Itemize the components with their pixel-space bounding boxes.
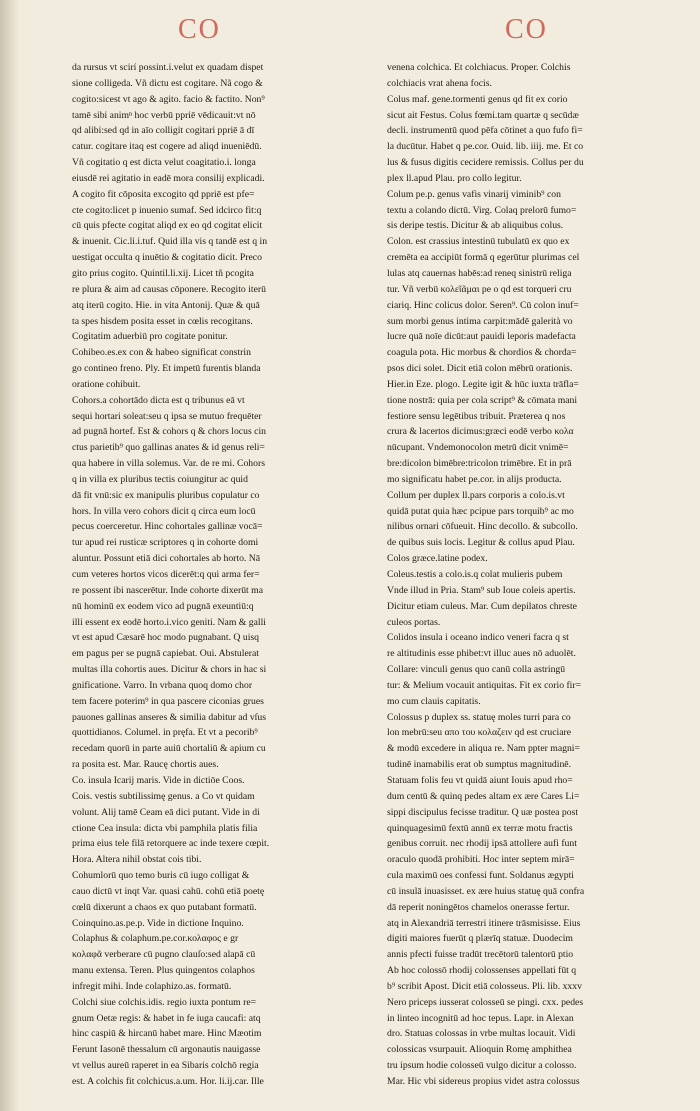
text-line: sis deripe testis. Dicitur & ab aliquibus colus.: [387, 220, 564, 232]
left-column: [72, 60, 368, 1100]
text-line: Co. insula Icarij maris. Vide in dictiōe Coos.: [72, 774, 245, 786]
text-line: cauo dictū vt inqt Var. quasi cahū. cohū etiā poetę: [72, 885, 265, 897]
text-line: Colum pe.p. genus vafis vinarij viminib⁹ con: [387, 188, 561, 200]
text-line: uestigat occulta q inuētio & cogitatio dicit. Preco: [72, 252, 262, 264]
text-line: cœlū dixerunt a chaos ex quo putabant formatū.: [72, 901, 257, 913]
text-line: vt est apud Cæsarē hoc modo pugnabant. Q uisq: [72, 632, 259, 644]
text-line: annis pfecti fuisse tradūt trecētorū talentorū ptio: [387, 949, 574, 961]
text-line: cogito:sicest vt ago & agito. facio & factito. Non⁹: [72, 93, 265, 105]
text-line: Cogitatim aduerbiū pro cogitate ponitur.: [72, 331, 228, 343]
text-line: tur. Vñ verbū κολεῖᾶμαι pe o qd est torqueri cru: [387, 283, 572, 295]
text-line: ctus parietib⁹ quo gallinas anates & id genus reli=: [72, 442, 265, 454]
text-line: ad pugnā hortef. Est & cohors q & chors locus cin: [72, 426, 266, 438]
running-head-right: CO: [505, 14, 548, 45]
text-line: q in villa ex pluribus tectis coiungitur ac quid: [72, 473, 248, 485]
text-line: hors. In villa vero cohors dicit q circa eum locū: [72, 505, 256, 517]
text-line: ra posita est. Mar. Raucę chortis aues.: [72, 759, 219, 771]
text-line: Colossus p duplex ss. statuę moles turri para co: [387, 711, 571, 723]
text-line: la ducūtur. Habet q pe.cor. Ouid. lib. iiij. me. Et co: [387, 141, 584, 153]
text-line: catur. cogitare itaq est cogere ad aliqd inueniēdū.: [72, 141, 262, 153]
text-line: illi essent ex eodē horto.i.vico geniti. Nam & galli: [72, 616, 266, 628]
text-line: nilibus ornari cōfueuit. Hinc decollo. & subcollo.: [387, 521, 578, 533]
text-line: gito prius cogito. Quintil.li.xij. Licet tñ pcogita: [72, 267, 254, 279]
text-line: Cois. vestis subtilissimę genus. a Co vt quidam: [72, 790, 255, 802]
text-line: Colus maf. gene.tormenti genus qd fit ex corio: [387, 93, 568, 105]
text-line: lon mebrū:seu απο του κολαζειν qd est cruciare: [387, 727, 572, 739]
text-line: b⁹ scribit Apost. Dicit etiā colosseus. Pli. lib. xxxv: [387, 980, 582, 992]
text-line: in linteo incognitū ad hoc tepus. Lapr. in Alexan: [387, 1012, 574, 1024]
text-line: Colos græce.latine podex.: [387, 553, 488, 565]
text-line: eiusdē rei agitatio in eadē mora consilij explicadi.: [72, 172, 265, 184]
text-line: atq in Alexandriā terrestri itinere trāsmisisse. Eius: [387, 917, 581, 929]
text-line: Collum per duplex ll.pars corporis a colo.is.vt: [387, 489, 565, 501]
text-line: Vñ cogitatio q est dicta velut coagitatio.i. longa: [72, 157, 256, 169]
text-line: Ab hoc colossō rhodij colossenses appellati fūt q: [387, 965, 577, 977]
text-line: tudinē inamabilis erat ob sumptus magnitudinē.: [387, 759, 572, 771]
text-line: Statuam folis feu vt quidā aiunt Iouis apud rho=: [387, 774, 573, 786]
text-line: colchiacis vrat ahena focis.: [387, 77, 492, 89]
text-line: infregit mihi. Inde colaphizo.as. formatū.: [72, 980, 232, 992]
text-line: manu extensa. Teren. Plus quingentos colaphos: [72, 965, 255, 977]
text-line: quottidianos. Columel. in pręfa. Et vt a pecorib⁹: [72, 727, 258, 739]
text-line: Cohors.a cohortādo dicta est q tribunus eā vt: [72, 394, 245, 406]
text-line: A cogito fit cōposita excogito qd ppriē est pfe=: [72, 188, 255, 200]
text-line: cū insulā inuasisset. ex ære huius statuę quā confra: [387, 885, 585, 897]
text-line: Collare: vinculi genus quo canū colla astringū: [387, 664, 566, 676]
text-line: Hier.in Eze. plogo. Legite igit & hūc iuxta trāfla=: [387, 378, 579, 390]
text-line: nū hominū ex eodem vico ad pugnā exeuntiū:q: [72, 600, 254, 612]
text-line: gnificatione. Varro. In vrbana quoq domo chor: [72, 679, 253, 691]
text-line: Cohumlorū quo temo buris cū iugo colligat &: [72, 870, 250, 882]
text-line: oraculo quodā prohibiti. Hoc inter septem mirā=: [387, 854, 575, 866]
text-line: dā reperit noningētos chamelos onerasse fertur.: [387, 901, 570, 913]
text-line: crura & lacertos dicimus:græci eodē verbo κολα: [387, 426, 574, 438]
text-line: lus & fusus digitis cecidere remissis. Collus per du: [387, 157, 584, 169]
text-line: tur: & Melium vocauit antiquitas. Fit ex corio fir=: [387, 679, 582, 691]
text-line: sippi discipulus fecisse traditur. Q uæ postea post: [387, 806, 579, 818]
text-line: sicut ait Festus. Colus fœmi.tam quartæ q secūdæ: [387, 109, 579, 121]
text-line: pauones gallinas anseres & similia dabitur ad vſus: [72, 711, 266, 723]
text-line: Hora. Altera nihil obstat cois tibi.: [72, 854, 202, 866]
text-line: dro. Statuas colossas in vrbe multas locauit. Vidi: [387, 1028, 576, 1040]
text-line: qua habere in villa solemus. Var. de re mi. Cohors: [72, 458, 265, 470]
text-line: quidā putat quia hæc pcipue pars torquib⁹ ac mo: [387, 505, 574, 517]
text-line: plex ll.apud Plau. pro collo legitur.: [387, 172, 522, 184]
text-line: cum veteres hortos vicos dicerēt:q qui arma fer=: [72, 569, 260, 580]
gutter-shadow: [0, 0, 18, 1111]
text-line: Coinquino.as.pe.p. Vide in dictione Inquino.: [72, 917, 244, 929]
text-line: oratione cohibuit.: [72, 378, 141, 390]
text-line: est. A colchis fit colchicus.a.um. Hor. li.ij.car. Ille: [72, 1076, 264, 1087]
text-line: & inuenit. Cic.li.i.tuf. Quid illa vis q tandē est q in: [72, 236, 268, 248]
text-line: Nero priceps iusserat colosseū se pingi. cxx. pedes: [387, 996, 584, 1008]
text-line: atq iterū cogito. Hie. in vita Antonij. Quæ & quā: [72, 299, 260, 311]
text-line: genibus corruit. nec rhodij ipsā attollere aufi funt: [387, 838, 577, 850]
text-line: cte cogito:licet p inuenio sumaf. Sed idcirco fit:q: [72, 204, 262, 216]
text-line: nūcupant. Vndemonocolon metrū dicit vnimē=: [387, 442, 569, 454]
text-line: culeos portas.: [387, 616, 441, 628]
text-line: ciariq. Hinc colicus dolor. Seren⁹. Cū colon inuf=: [387, 299, 579, 311]
text-line: lulas atq cauernas habēs:ad reneq sinistrū religa: [387, 267, 572, 279]
text-line: de quibus suis locis. Legitur & collus apud Plau.: [387, 537, 575, 549]
text-line: da rursus vt scirí possint.i.velut ex quadam dispet: [72, 62, 264, 73]
text-line: psos dici solet. Dicit etiā colon mēbrū orationis.: [387, 363, 573, 375]
text-line: vt vellus aureū raperet in ea Sibaris colchō regia: [72, 1060, 259, 1072]
text-line: textu a colando dictū. Virg. Colaq prelorū fumo=: [387, 204, 577, 216]
text-line: em pagus per se pugnā capiebat. Oui. Abstulerat: [72, 648, 259, 660]
text-line: Dicitur etiam culeus. Mar. Cum depilatos chreste: [387, 600, 577, 612]
text-line: tem facere poterim⁹ in qua pascere ciconias grues: [72, 695, 264, 707]
text-line: mo cum clauis capitatis.: [387, 695, 481, 707]
text-line: Coleus.testis a colo.is.q colat mulieris pubem: [387, 569, 563, 580]
text-line: tione nostrā: quia per cola script⁹ & cōmata mani: [387, 394, 578, 406]
text-line: re possent ibi nascerētur. Inde cohorte dixerūt ma: [72, 584, 263, 596]
text-line: quinquagesimū fextū annū ex terræ motu fractis: [387, 822, 573, 834]
text-line: festiore sensu legētibus tribuit. Præterea q nos: [387, 410, 566, 422]
text-line: sequi hortari soleat:seu q ipsa se mutuo frequēter: [72, 410, 262, 422]
text-line: digiti maiores fuerūt q plærīq statuæ. Duodecim: [387, 933, 573, 945]
text-line: venena colchica. Et colchiacus. Proper. Colchis: [387, 62, 571, 73]
text-line: Vnde illud in Pria. Stam⁹ sub Ioue coleis apertis.: [387, 584, 576, 596]
text-line: bre:dicolon bimēbre:tricolon trimēbre. Et in prā: [387, 458, 572, 470]
text-line: cū quis pfecte cogitat aliqd ex eo qd cogitat elicit: [72, 220, 263, 232]
text-line: multas illa cohortis aues. Dicitur & chors in hac si: [72, 664, 267, 676]
text-line: cula maximū oes confessi funt. Soldanus ægypti: [387, 870, 574, 882]
running-head-left: CO: [178, 14, 221, 45]
right-column: [387, 60, 685, 1100]
text-line: colossicas vsurpauit. Alioquin Romę amphithea: [387, 1044, 572, 1056]
text-line: re altitudinis esse phibet:vt illuc aues nō aduolēt.: [387, 648, 576, 660]
text-line: ctione Cea insula: dicta vbi pamphila platis filia: [72, 822, 258, 834]
text-line: Colidos insula i oceano indico veneri facra q st: [387, 632, 569, 644]
text-line: κολαφᾶ verberare cū pugno clauſo:sed alapā cū: [72, 949, 256, 961]
text-line: decli. instrumentū quod pēfa cōtinet a quo fufo fi=: [387, 125, 583, 137]
text-line: sum morbi genus intima carpit:mādē galerità vo: [387, 315, 573, 327]
text-line: Colaphus & colaphum.pe.cor.κολαφος e gr: [72, 933, 239, 945]
text-line: hinc caspiū & hircanū habet mare. Hinc Mæotim: [72, 1028, 262, 1040]
text-line: dum centū & quinq pedes altam ex ære Cares Li=: [387, 790, 580, 802]
text-line: sione colligeda. Vñ dictu est cogitare. Nã cogo &: [72, 77, 263, 89]
text-line: volunt. Alij tamē Ceam eā dici putant. Vide in di: [72, 806, 260, 818]
text-line: Mar. Hic vbi sidereus propius videt astra colossus: [387, 1076, 580, 1087]
text-line: re plura & aim ad causas cōponere. Recogito iterū: [72, 283, 266, 295]
text-line: cremēta ea accipiūt formā q egerūtur plurimas cel: [387, 252, 580, 264]
text-line: Colchi siue colchis.idis. regio iuxta pontum re=: [72, 996, 257, 1008]
text-line: Colon. est crassius intestinū tubulatū ex quo ex: [387, 236, 570, 248]
text-line: pecus coerceretur. Hinc cohortales gallinæ vocā=: [72, 521, 263, 533]
text-line: prima eius tele filā retorquere ac inde texere cœpit.: [72, 838, 270, 850]
text-line: gnum Oetæ regis: & habet in fe iuga caucafi: atq: [72, 1012, 261, 1024]
text-line: & modū excedere in aliqua re. Nam ppter magni=: [387, 743, 580, 755]
text-line: tamē sibi animⁿ hoc verbū ppriē vēdicauit:vt nō: [72, 109, 256, 121]
text-line: recedam quorū in parte auiū chortaliū & apium cu: [72, 743, 266, 755]
text-line: Cohibeo.es.ex con & habeo significat constrin: [72, 347, 251, 359]
text-line: Ferunt Iasonē thessalum cū argonautis nauigasse: [72, 1044, 261, 1056]
text-line: ta spes hisdem posita esset in cœlis recogitans.: [72, 315, 253, 327]
text-line: lucre quā noīe dicūt:aut pauidi leporis madefacta: [387, 331, 576, 343]
text-line: coagula pota. Hic morbus & chordios & chorda=: [387, 347, 577, 359]
text-line: go contineo freno. Ply. Et impetū furentis blanda: [72, 363, 261, 375]
text-line: dā fit vnū:sic ex manipulis pluribus copulatur co: [72, 489, 260, 501]
text-line: tur apud rei rusticæ scriptores q in cohorte domi: [72, 537, 259, 549]
text-line: mo significatu habet pe.cor. in alijs producta.: [387, 473, 562, 485]
text-line: qd alibi:sed qd in aīo colligit cogitari ppriē ā dī: [72, 125, 255, 137]
text-line: aluntur. Possunt etiā dici cohortales ab horto. Nā: [72, 553, 261, 565]
text-line: tru ipsum hodie colosseū vulgo dicitur a colosso.: [387, 1060, 577, 1072]
